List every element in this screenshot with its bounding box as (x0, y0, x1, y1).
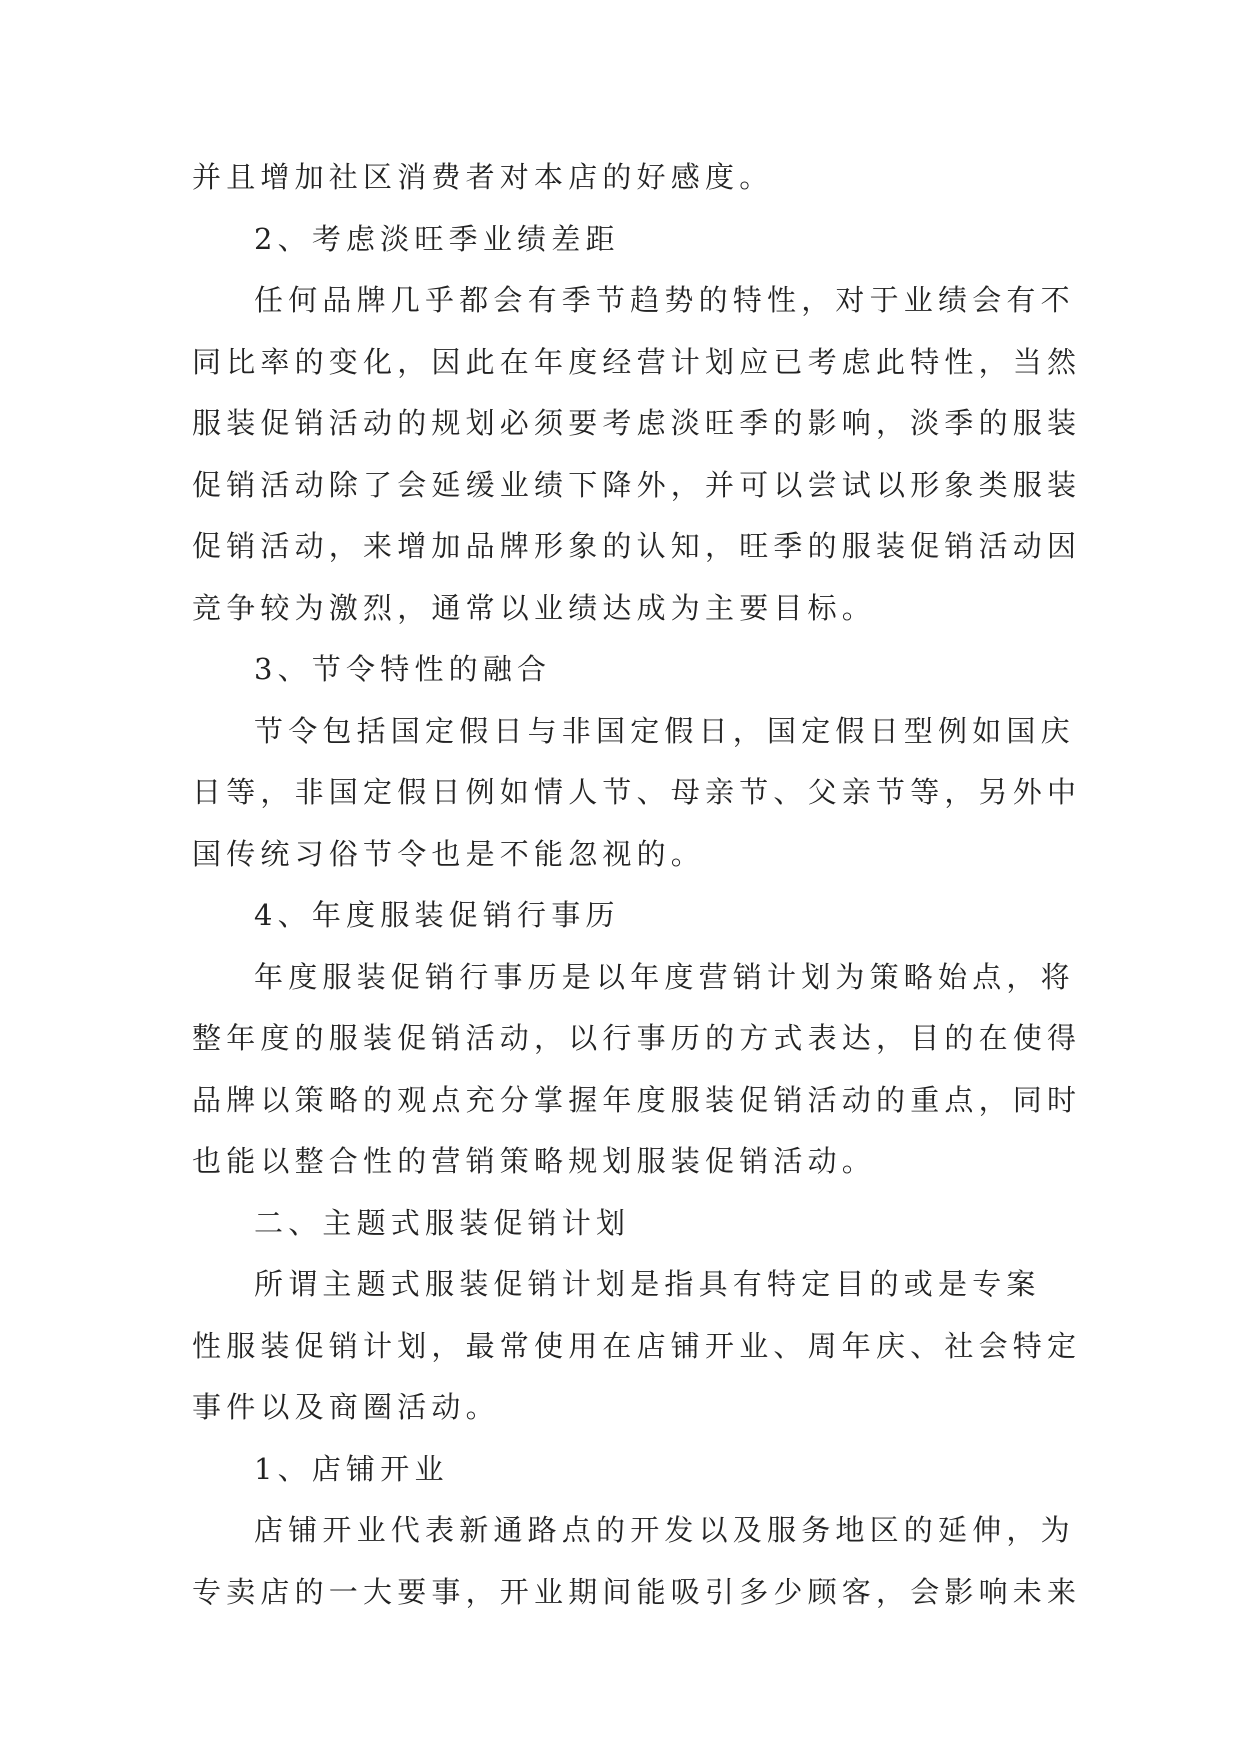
section-heading: 1、店铺开业 (254, 1451, 449, 1486)
text-line: 专卖店的一大要事，开业期间能吸引多少顾客，会影响未来 (192, 1574, 1082, 1609)
document-body (192, 147, 1082, 1623)
section-heading: 3、节令特性的融合 (254, 652, 552, 686)
paragraph-line: 店铺开业代表新通路点的开发以及服务地区的延伸，为 (254, 1513, 1075, 1547)
text-line: 服装促销活动的规划必须要考虑淡旺季的影响，淡季的服装 (192, 406, 1082, 440)
text-line: 竞争较为激烈，通常以业绩达成为主要目标。 (192, 590, 877, 625)
text-line: 国传统习俗节令也是不能忽视的。 (192, 836, 706, 871)
section-heading: 二、主题式服装促销计划 (254, 1205, 631, 1240)
text-line: 同比率的变化，因此在年度经营计划应已考虑此特性，当然 (192, 344, 1082, 379)
text-line: 日等，非国定假日例如情人节、母亲节、父亲节等，另外中 (192, 775, 1082, 809)
text-line: 品牌以策略的观点充分掌握年度服装促销活动的重点，同时 (192, 1082, 1082, 1117)
paragraph-line: 所谓主题式服装促销计划是指具有特定目的或是专案 (254, 1267, 1041, 1301)
text-line: 也能以整合性的营销策略规划服装促销活动。 (192, 1144, 877, 1178)
text-line: 整年度的服装促销活动，以行事历的方式表达，目的在使得 (192, 1021, 1082, 1055)
paragraph-line: 年度服装促销行事历是以年度营销计划为策略始点，将 (254, 959, 1075, 994)
paragraph-line: 任何品牌几乎都会有季节趋势的特性，对于业绩会有不 (254, 283, 1075, 317)
section-heading: 2、考虑淡旺季业绩差距 (254, 221, 620, 256)
text-line: 促销活动除了会延缓业绩下降外，并可以尝试以形象类服装 (192, 467, 1082, 502)
text-line: 促销活动，来增加品牌形象的认知，旺季的服装促销活动因 (192, 529, 1082, 563)
text-line: 事件以及商圈活动。 (192, 1390, 500, 1424)
text-line: 并且增加社区消费者对本店的好感度。 (192, 160, 774, 194)
text-line: 性服装促销计划，最常使用在店铺开业、周年庆、社会特定 (192, 1328, 1082, 1363)
section-heading: 4、年度服装促销行事历 (254, 898, 620, 932)
paragraph-line: 节令包括国定假日与非国定假日，国定假日型例如国庆 (254, 713, 1075, 748)
